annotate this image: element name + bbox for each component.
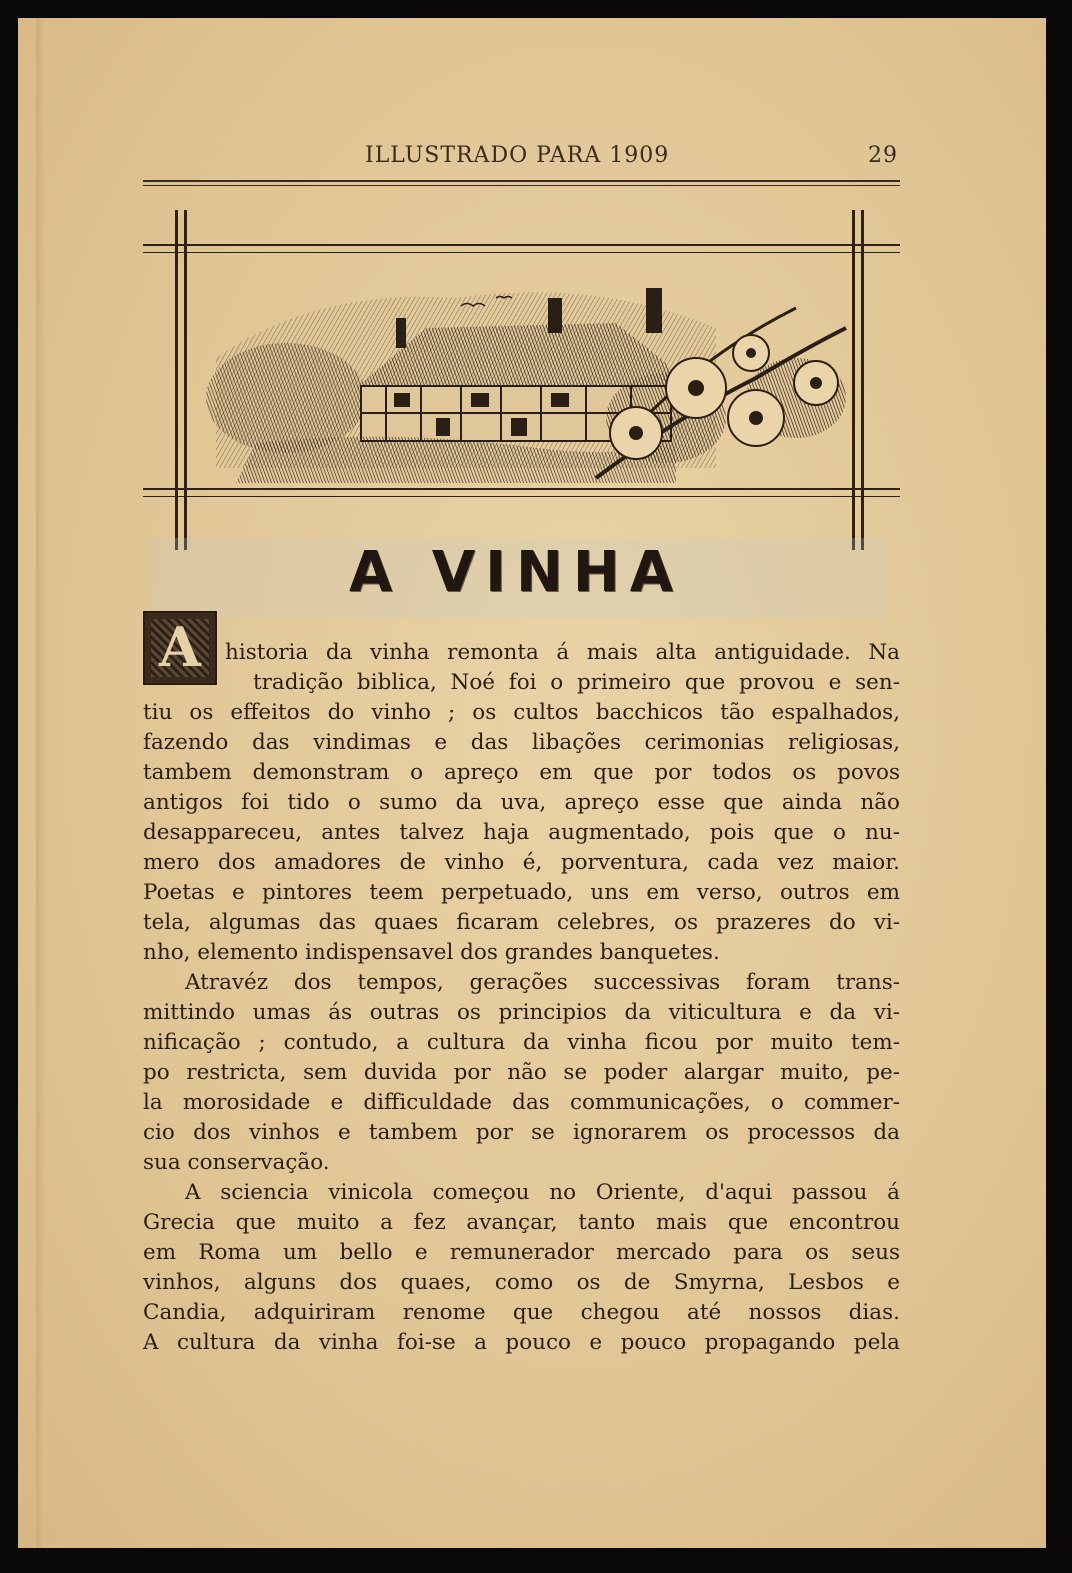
text-line: mero dos amadores de vinho é, porventura, cada vez maior.	[143, 850, 900, 875]
page-number: 29	[868, 143, 898, 168]
text-line: nificação ; contudo, a cultura da vinha ficou por muito tem-	[143, 1030, 900, 1055]
text-line: A sciencia vinicola começou no Oriente, d'aqui passou á	[185, 1180, 900, 1205]
text-line: tradição biblica, Noé foi o primeiro que provou e sen-	[253, 670, 900, 695]
frame-left-inner	[184, 210, 187, 550]
text-line: historia da vinha remonta á mais alta antiguidade. Na	[225, 640, 900, 665]
text-line: tiu os effeitos do vinho ; os cultos bacchicos tão espalhados,	[143, 700, 900, 725]
text-line: tela, algumas das quaes ficaram celebres, os prazeres do vi-	[143, 910, 900, 935]
book-page	[18, 18, 1046, 1548]
header-rule-top	[143, 180, 900, 182]
text-line: Candia, adquiriram renome que chegou até nossos dias.	[143, 1300, 900, 1325]
text-line: fazendo das vindimas e das libações cerimonias religiosas,	[143, 730, 900, 755]
frame-top-inner	[143, 252, 900, 253]
text-line: antigos foi tido o sumo da uva, apreço esse que ainda não	[143, 790, 900, 815]
cottage-roses-icon	[196, 268, 856, 493]
text-line: mittindo umas ás outras os principios da viticultura e da vi-	[143, 1000, 900, 1025]
text-line: nho, elemento indispensavel dos grandes banquetes.	[143, 940, 720, 965]
text-line: sua conservação.	[143, 1150, 330, 1175]
text-line: la morosidade e difficuldade das communicações, o commer-	[143, 1090, 900, 1115]
text-line: desappareceu, antes talvez haja augmentado, pois que o nu-	[143, 820, 900, 845]
page-fold-shadow	[36, 18, 46, 1548]
text-line: em Roma um bello e remunerador mercado para os seus	[143, 1240, 900, 1265]
drop-cap-letter: A	[159, 615, 201, 679]
text-line: Poetas e pintores teem perpetuado, uns em verso, outros em	[143, 880, 900, 905]
running-header	[143, 143, 898, 183]
text-line: Grecia que muito a fez avançar, tanto mais que encontrou	[143, 1210, 900, 1235]
frame-left-outer	[175, 210, 178, 550]
engraving-illustration	[196, 268, 856, 493]
header-rule-bottom	[143, 185, 900, 186]
frame-bottom-inner	[143, 496, 900, 497]
drop-cap	[143, 611, 217, 685]
text-line: Atravéz dos tempos, gerações successivas foram trans-	[185, 970, 900, 995]
running-title: ILLUSTRADO PARA 1909	[365, 143, 670, 168]
text-line: tambem demonstram o apreço em que por todos os povos	[143, 760, 900, 785]
frame-right-outer	[861, 210, 864, 550]
article-heading: A VINHA	[348, 540, 684, 605]
text-line: vinhos, alguns dos quaes, como os de Smyrna, Lesbos e	[143, 1270, 900, 1295]
frame-top-outer	[143, 244, 900, 246]
text-line: A cultura da vinha foi-se a pouco e pouco propagando pela	[143, 1330, 900, 1355]
text-line: po restricta, sem duvida por não se poder alargar muito, pe-	[143, 1060, 900, 1085]
text-line: cio dos vinhos e tambem por se ignorarem os processos da	[143, 1120, 900, 1145]
